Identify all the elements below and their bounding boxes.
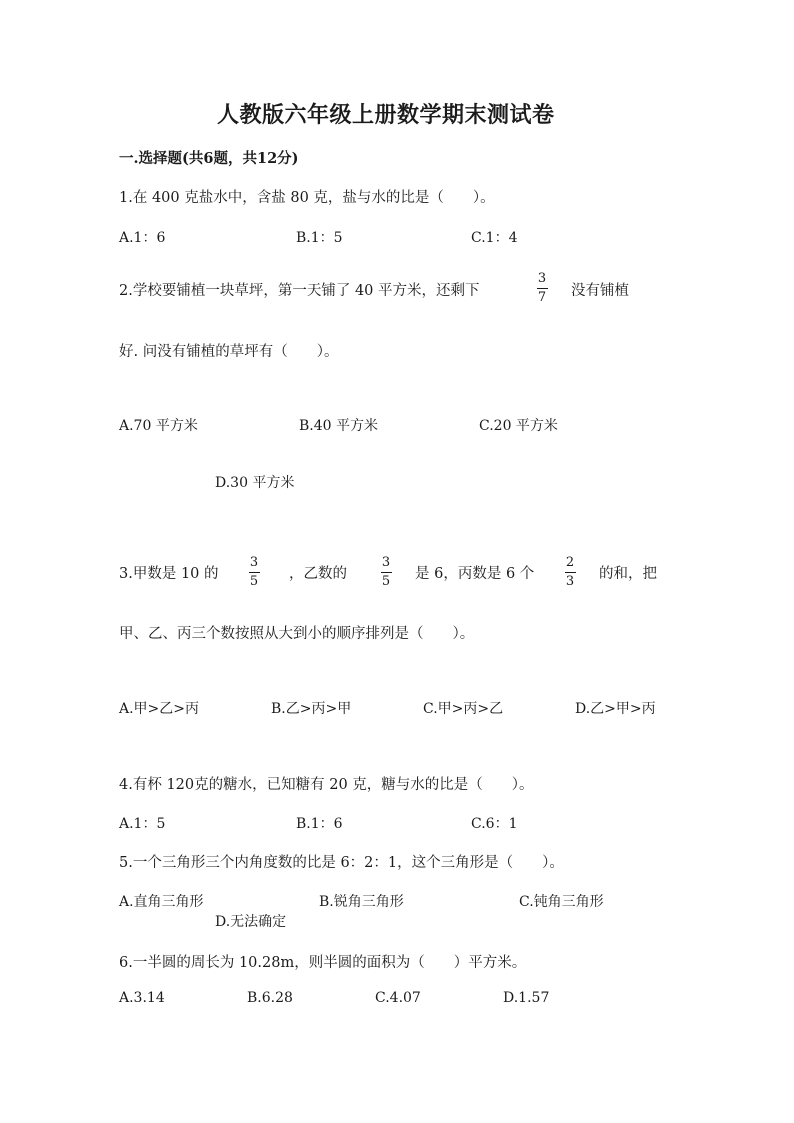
q3-fraction-2 (379, 556, 393, 589)
question-2-text-line2: 好. 问没有铺植的草坪有（ ）。 (119, 344, 339, 360)
q4-option-c: C.6：1 (471, 816, 518, 832)
q6-option-b: B.6.28 (247, 990, 293, 1006)
question-3-text: 3.甲数是 10 的 (119, 566, 219, 582)
q1-option-a: A.1：6 (119, 230, 166, 246)
fraction-bar (537, 288, 548, 289)
q2-fraction (535, 272, 549, 305)
question-3-text-b: ，乙数的 (289, 566, 347, 582)
question-5-text: 5.一个三角形三个内角度数的比是 6：2：1，这个三角形是（ ）。 (119, 855, 564, 871)
q2-option-a: A.70 平方米 (119, 418, 198, 434)
fraction-bar (381, 572, 392, 573)
section-heading: 一.选择题(共6题，共12分) (119, 150, 299, 167)
q2-option-d: D.30 平方米 (215, 475, 295, 491)
q3-option-c: C.甲>丙>乙 (423, 701, 504, 717)
question-3-text-d: 的和，把 (599, 566, 657, 582)
question-1-text: 1.在 400 克盐水中，含盐 80 克，盐与水的比是（ ）。 (119, 190, 495, 206)
fraction-numerator: 3 (249, 555, 259, 570)
q1-option-b: B.1：5 (296, 230, 343, 246)
fraction-bar (565, 572, 576, 573)
fraction-denominator: 5 (249, 574, 259, 589)
q3-fraction-3 (563, 556, 577, 589)
q6-option-a: A.3.14 (119, 990, 165, 1006)
q3-option-a: A.甲>乙>丙 (119, 701, 200, 717)
q2-option-b: B.40 平方米 (299, 418, 379, 434)
q4-option-b: B.1：6 (296, 816, 343, 832)
q5-option-d: D.无法确定 (215, 914, 287, 930)
question-6-text: 6.一半圆的周长为 10.28m，则半圆的面积为（ ）平方米。 (119, 955, 527, 971)
q6-option-d: D.1.57 (503, 990, 550, 1006)
fraction-denominator: 7 (537, 290, 547, 305)
question-2-text-cont: 没有铺植 (571, 283, 629, 299)
q6-option-c: C.4.07 (375, 990, 421, 1006)
question-2-text: 2.学校要铺植一块草坪，第一天铺了 40 平方米，还剩下 (119, 283, 480, 299)
q5-option-b: B.锐角三角形 (319, 894, 404, 910)
fraction-bar (249, 572, 260, 573)
question-3-text-c: 是 6，丙数是 6 个 (415, 566, 535, 582)
q1-option-c: C.1：4 (471, 230, 518, 246)
question-4-text: 4.有杯 120克的糖水，已知糖有 20 克，糖与水的比是（ ）。 (119, 777, 534, 793)
fraction-numerator: 3 (381, 555, 391, 570)
q5-option-a: A.直角三角形 (119, 894, 204, 910)
q3-option-b: B.乙>丙>甲 (271, 701, 352, 717)
fraction-numerator: 3 (537, 271, 547, 286)
q3-option-d: D.乙>甲>丙 (575, 701, 656, 717)
fraction-denominator: 5 (381, 574, 391, 589)
question-3-text-line2: 甲、乙、丙三个数按照从大到小的顺序排列是（ ）。 (119, 626, 475, 642)
q5-option-c: C.钝角三角形 (519, 894, 604, 910)
q3-fraction-1 (247, 556, 261, 589)
q4-option-a: A.1：5 (119, 816, 166, 832)
page-title: 人教版六年级上册数学期末测试卷 (217, 102, 555, 128)
fraction-numerator: 2 (565, 555, 575, 570)
fraction-denominator: 3 (565, 574, 575, 589)
q2-option-c: C.20 平方米 (479, 418, 558, 434)
